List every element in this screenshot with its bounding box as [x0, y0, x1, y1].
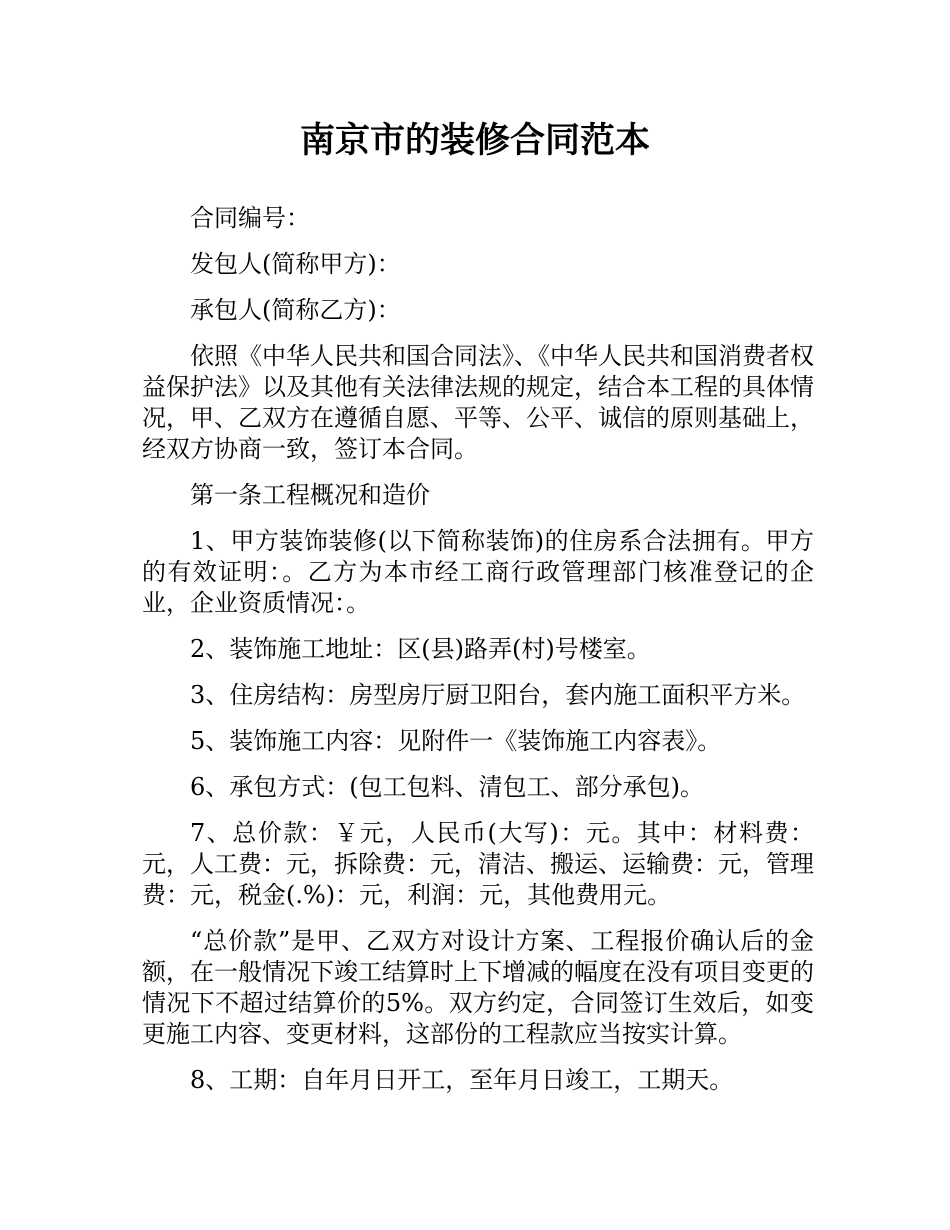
party-b-line: 承包人(简称乙方)：	[190, 296, 401, 324]
clause-paragraph: 5、装饰施工内容：见附件一《装饰施工内容表》。	[190, 727, 722, 755]
clause-paragraph: 1、甲方装饰装修(以下简称装饰)的住房系合法拥有。甲方的有效证明：。乙方为本市经工商行政管理部门核准登记的企业，企业资质情况：。	[142, 527, 814, 617]
contract-number-line: 合同编号：	[190, 204, 310, 232]
clause-paragraph: 8、工期：自年月日开工，至年月日竣工，工期天。	[190, 1066, 734, 1094]
clause-paragraph: 7、总价款：￥元，人民币(大写)：元。其中：材料费：元，人工费：元，拆除费：元，清洁、搬运、运输费：元，管理费：元，税金(.%)：元，利润：元，其他费用元。	[142, 819, 814, 909]
clause-paragraph: 6、承包方式：(包工包料、清包工、部分承包)。	[190, 773, 704, 801]
party-a-line: 发包人(简称甲方)：	[190, 250, 401, 278]
document-body	[142, 203, 814, 1111]
document-title: 南京市的装修合同范本	[299, 121, 650, 161]
clause-paragraph: 3、住房结构：房型房厅厨卫阳台，套内施工面积平方米。	[190, 681, 806, 709]
clause-paragraph: “总价款”是甲、乙双方对设计方案、工程报价确认后的金额，在一般情况下竣工结算时上下增减的幅度在没有项目变更的情况下不超过结算价的5%。双方约定，合同签订生效后，如变更施工内容、变更材料，这部份的工程款应当按实计算。	[142, 927, 814, 1048]
clause-paragraph: 2、装饰施工地址：区(县)路弄(村)号楼室。	[190, 635, 651, 663]
article-heading: 第一条工程概况和造价	[190, 481, 430, 509]
preamble-paragraph: 依照《中华人民共和国合同法》、《中华人民共和国消费者权益保护法》以及其他有关法律法规的规定，结合本工程的具体情况，甲、乙双方在遵循自愿、平等、公平、诚信的原则基础上，经双方协商一致，签订本合同。	[142, 342, 814, 463]
